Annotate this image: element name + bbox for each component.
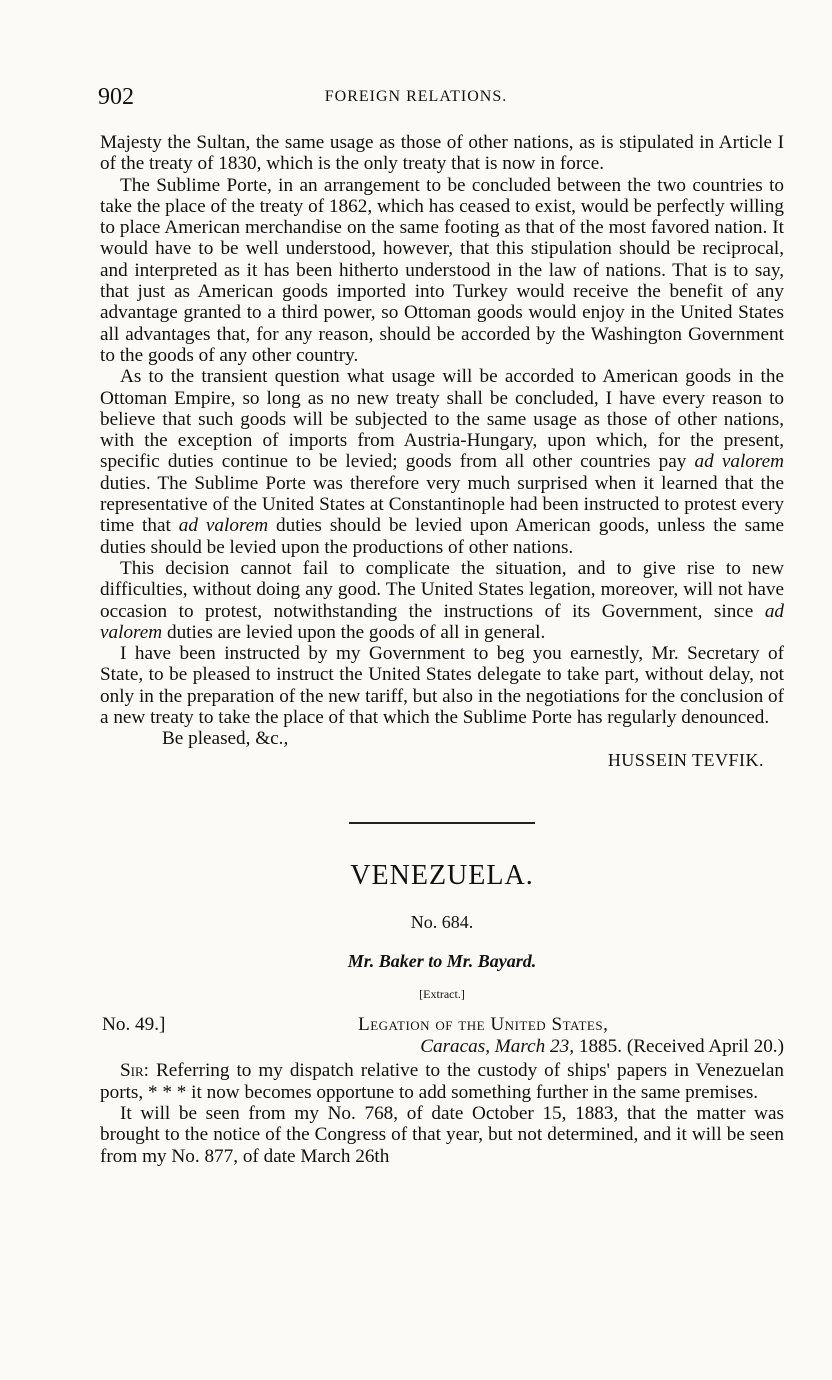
italic-term: ad valorem <box>100 600 784 643</box>
closing-phrase: Be pleased, &c., <box>162 728 289 750</box>
section-divider <box>349 822 535 824</box>
place-date: Caracas, March 23, <box>420 1036 575 1058</box>
dispatch-paragraph-1 <box>100 1060 784 1103</box>
extract-note: [Extract.] <box>419 987 465 1002</box>
page-body <box>100 132 784 1167</box>
paragraph-text: duties are levied upon the goods of all in general. <box>162 621 546 643</box>
dispatch-date <box>420 1036 784 1058</box>
document-number: No. 684. <box>410 912 474 933</box>
italic-term: ad valorem <box>694 451 784 473</box>
letter-closing <box>100 728 784 772</box>
received-note: 1885. (Received April 20.) <box>574 1036 784 1058</box>
signature: HUSSEIN TEVFIK. <box>607 750 764 771</box>
paragraph-text: This decision cannot fail to complicate the situation, and to give rise to new difficulties, without doing any good. The United States legation, moreover, will not have occasion to protest, notwithstanding the instructions of its Government, since <box>100 557 784 622</box>
page-number: 902 <box>98 84 134 110</box>
dispatch-paragraph-2: It will be seen from my No. 768, of date October 15, 1883, that the matter was brought to the notice of the Congress of that year, but not determined, and it will be seen from my No. 877, of date March 26th <box>100 1102 784 1167</box>
letter-paragraph-5: I have been instructed by my Government to beg you earnestly, Mr. Secretary of State, to be pleased to instruct the United States delegate to take part, without delay, not only in the preparation of the new tariff, but also in the negotiations for the conclusion of a new treaty to take the place of that which the Sublime Porte has regularly denounced. <box>100 643 784 729</box>
paragraph-text: duties should be levied upon American goods, unless the same duties should be levied upon the productions of other nations. <box>100 515 785 558</box>
dispatch-heading <box>100 1014 784 1060</box>
correspondents-line: Mr. Baker to Mr. Bayard. <box>347 951 537 972</box>
page-header <box>98 84 734 114</box>
section-heading: VENEZUELA. <box>350 860 534 892</box>
paragraph-text: As to the transient question what usage will be accorded to American goods in the Ottoman Empire, so long as no new treaty shall be concluded, I have every reason to believe that such goods will be subjected to the same usage as those of other nations, with the exception of imports from Austria-Hungary, upon which, for the present, specific duties continue to be levied; goods from all other countries pay <box>100 366 784 473</box>
paragraph-text: : Referring to my dispatch relative to the custody of ships' papers in Venezuelan ports, * * * it now becomes opportune to add something further in the same premises. <box>100 1060 784 1103</box>
dispatch-number: No. 49.] <box>102 1014 166 1036</box>
letter-paragraph-4 <box>100 558 784 643</box>
letter-paragraph-3 <box>100 366 784 558</box>
legation-line: Legation of the United States, <box>358 1014 609 1036</box>
italic-term: ad valorem <box>178 515 269 537</box>
letter-paragraph-1: Majesty the Sultan, the same usage as those of other nations, as is stipulated in Article I of the treaty of 1830, which is the only treaty that is now in force. <box>100 132 784 175</box>
salutation: Sir <box>120 1060 144 1082</box>
paragraph-text: duties. The Sublime Porte was therefore very much surprised when it learned that the representative of the United States at Constantinople had been instructed to protest every time that <box>100 472 784 537</box>
letter-paragraph-2: The Sublime Porte, in an arrangement to be concluded between the two countries to take the place of the treaty of 1862, which has ceased to exist, would be perfectly willing to place American merchandise on the same footing as that of the most favored nation. It would have to be well understood, however, that this stipulation should be reciprocal, and interpreted as it has been hitherto understood in the law of nations. That is to say, that just as American goods imported into Turkey would receive the benefit of any advantage granted to a third power, so Ottoman goods would enjoy in the United States all advantages that, for any reason, should be accorded by the Washington Government to the goods of any other country. <box>100 174 784 366</box>
running-title: FOREIGN RELATIONS. <box>324 88 508 105</box>
